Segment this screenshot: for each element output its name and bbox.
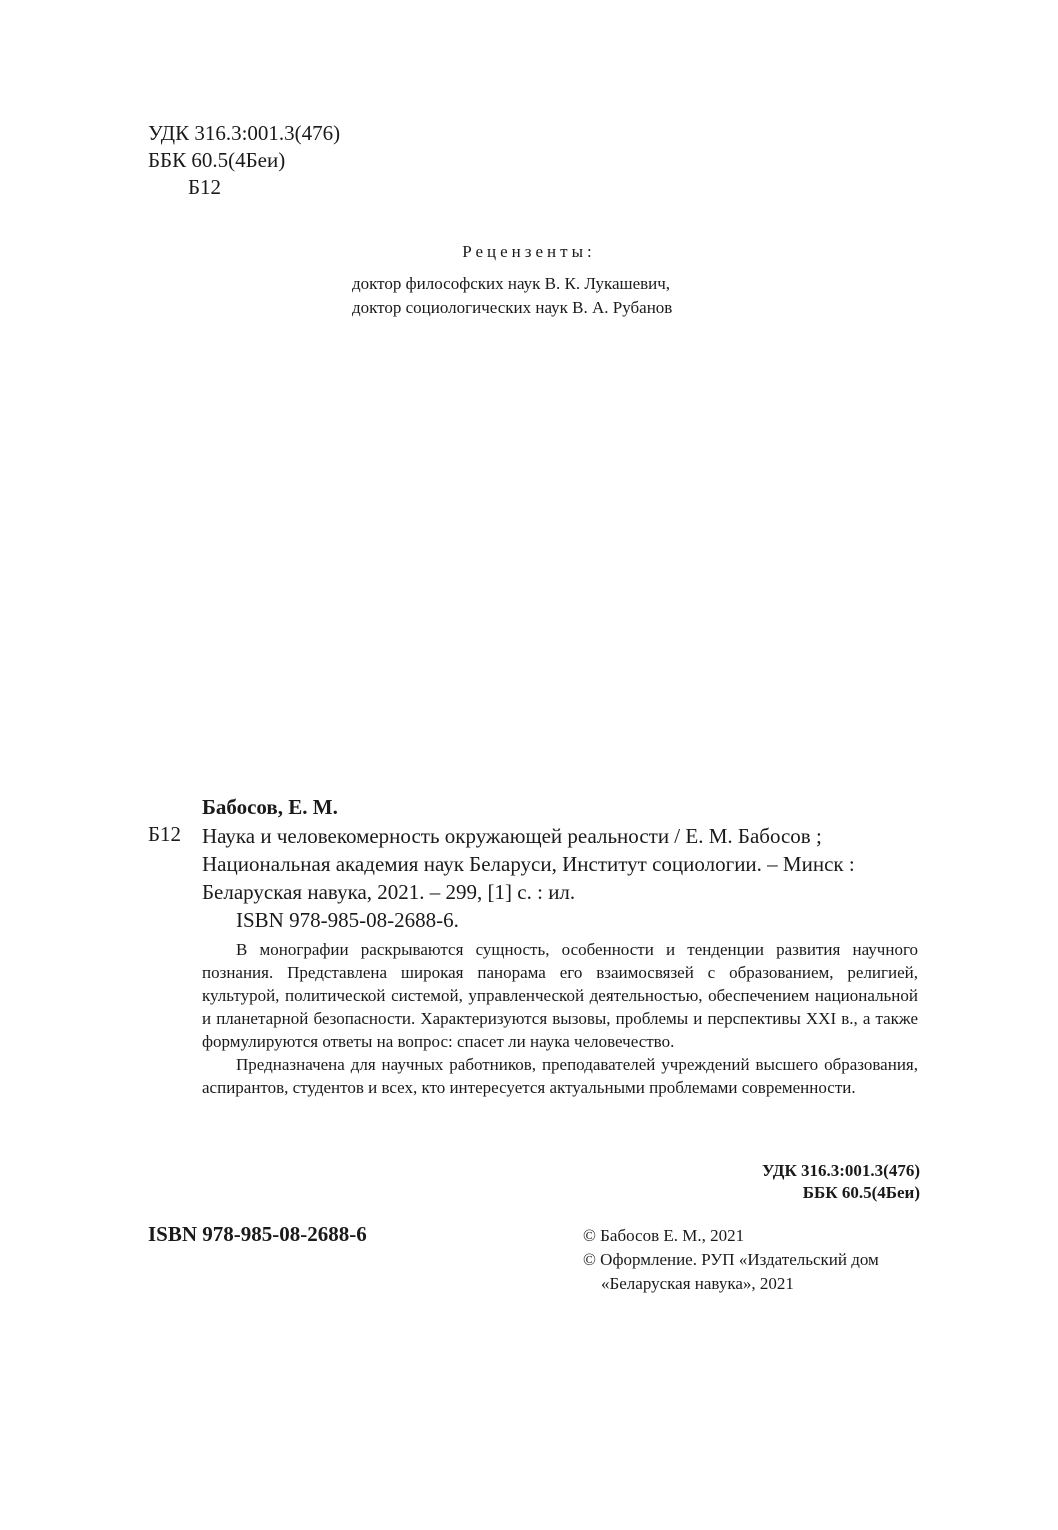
copyright-line: © Оформление. РУП «Издательский дом	[583, 1250, 879, 1269]
copyright-line: © Бабосов Е. М., 2021	[583, 1226, 745, 1245]
bbk-code: ББК 60.5(4Беи)	[802, 1183, 920, 1202]
bibliographic-description	[202, 822, 918, 934]
reviewer-item: доктор философских наук В. К. Лукашевич,	[352, 274, 671, 293]
udk-code: УДК 316.3:001.3(476)	[148, 121, 341, 145]
udk-code: УДК 316.3:001.3(476)	[761, 1161, 920, 1180]
reviewer-item: доктор социологических наук В. А. Рубанов	[352, 298, 673, 317]
biblio-isbn: ISBN 978-985-08-2688-6.	[236, 908, 459, 932]
biblio-line: Наука и человекомерность окружающей реальности / Е. М. Бабосов ;	[202, 824, 822, 848]
copyright-block	[583, 1224, 879, 1296]
copyright-line: «Беларуская навука», 2021	[601, 1274, 794, 1293]
annotation-paragraph: Предназначена для научных работников, преподавателей учреждений высшего образования, аспирантов, студентов и всех, кто интересуется актуальными проблемами современности.	[202, 1055, 918, 1097]
reviewers-title: Рецензенты:	[462, 242, 596, 261]
classification-codes-footer	[560, 1160, 920, 1204]
biblio-line: Национальная академия наук Беларуси, Институт социологии. – Минск :	[202, 852, 855, 876]
annotation-paragraph: В монографии раскрываются сущность, особенности и тенденции развития научного познания. Представлена широкая панорама его взаимосвязей с образованием, религией, культурой, политической системой, управленческой деятельностью, обеспечением национальной и планетарной безопасности. Характеризуются вызовы, проблемы и перспективы XXI в., а также формулируются ответы на вопрос: спасет ли наука человечество.	[202, 940, 918, 1051]
biblio-line: Беларуская навука, 2021. – 299, [1] с. : ил.	[202, 880, 576, 904]
annotation	[202, 938, 918, 1099]
isbn-main: ISBN 978-985-08-2688-6	[148, 1222, 367, 1246]
author-mark: Б12	[188, 175, 222, 199]
author-side-mark: Б12	[148, 822, 182, 846]
bbk-code: ББК 60.5(4Беи)	[148, 148, 286, 172]
classification-codes-header	[148, 120, 340, 201]
reviewers-list	[352, 272, 672, 320]
author-heading: Бабосов, Е. М.	[202, 795, 338, 819]
